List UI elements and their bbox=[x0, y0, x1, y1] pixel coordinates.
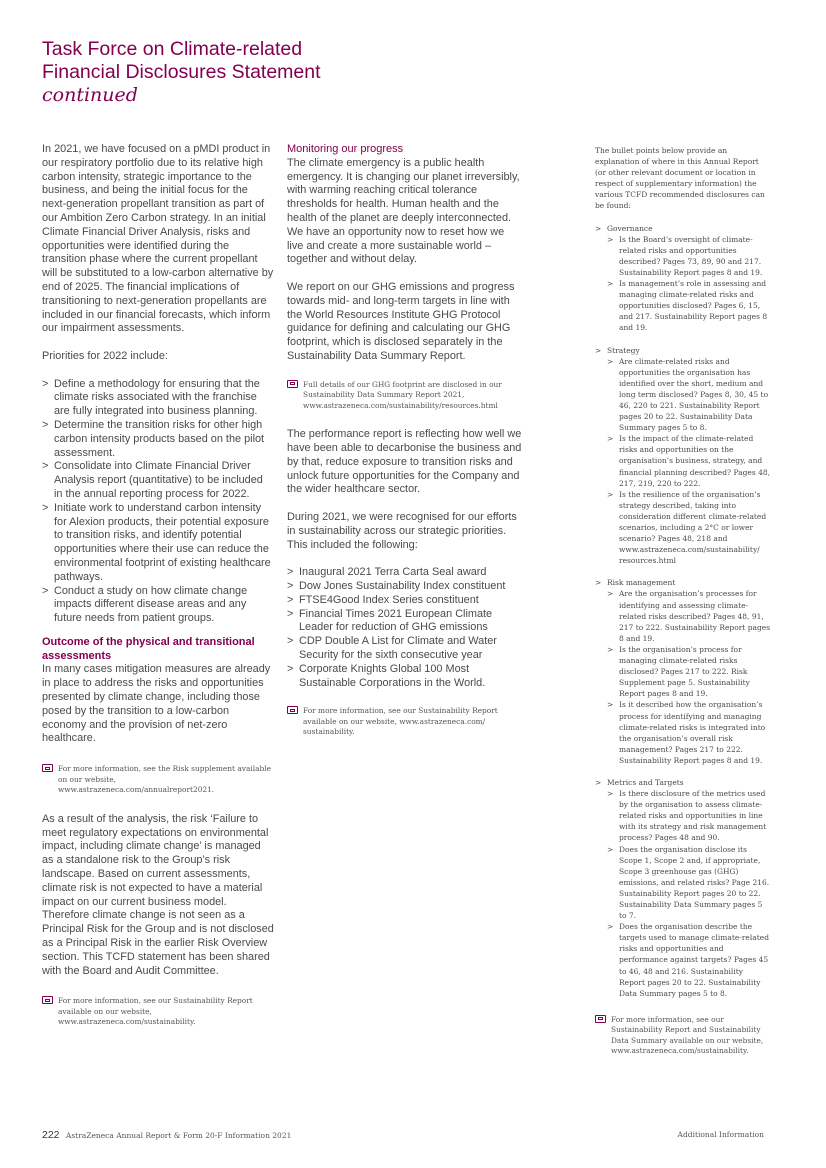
title-continued: continued bbox=[42, 84, 138, 106]
col2-para-4: During 2021, we were recognised for our efforts in sustainability across our strategic priorities. This included the following: bbox=[287, 511, 517, 551]
col2-para-2: We report on our GHG emissions and progress towards mid- and long-term targets in line with the World Resources Institute GHG Protocol guidance for defining and calculating our GHG footprint, which is disclosed separately in the Sustainability Data Summary Report. bbox=[287, 280, 515, 362]
section-metrics-targets: > Metrics and Targets bbox=[595, 777, 771, 788]
title-line-1: Task Force on Climate-related bbox=[42, 38, 303, 60]
column-right bbox=[595, 145, 771, 1057]
col3-intro: The bullet points below provide an explanation of where in this Annual Report (or other relevant document or location in respect of supplementary information) the various TCFD recommended disclosures can be found: bbox=[595, 146, 765, 211]
section-governance: > Governance bbox=[595, 223, 771, 234]
page-title bbox=[42, 38, 321, 107]
document-name: AstraZeneca Annual Report & Form 20-F Information 2021 bbox=[65, 1131, 292, 1140]
list-item: > Are climate-related risks and opportunities the organisation has identified over the short, medium and long term disclosed? Pages 8, 30, 45 to 46, 220 to 221. Sustainability Report pages 20 to 22. Sustainability Data Summary pages 5 to 8. bbox=[607, 356, 771, 434]
governance-list bbox=[595, 234, 771, 334]
list-item: > Is the impact of the climate-related risks and opportunities on the organisation’s business, strategy, and financial planning described? Pages 48, 217, 219, 220 to 222. bbox=[607, 433, 771, 488]
list-item: > CDP Double A List for Climate and Water Security for the sixth consecutive year bbox=[287, 635, 523, 663]
section-strategy: > Strategy bbox=[595, 345, 771, 356]
monitoring-heading: Monitoring our progress bbox=[287, 143, 404, 155]
sustainability-data-note bbox=[595, 1015, 771, 1057]
outcome-heading: Outcome of the physical and transitional assessments bbox=[42, 635, 255, 662]
col2-para-3: The performance report is reflecting how well we have been able to decarbonise the business and by that, reduce exposure to transition risks and unlock future opportunities for the Company and the wider healthcare sector. bbox=[287, 428, 522, 496]
title-line-2: Financial Disclosures Statement bbox=[42, 61, 321, 83]
list-item: > Financial Times 2021 European Climate Leader for reduction of GHG emissions bbox=[287, 608, 523, 636]
ghg-footprint-note bbox=[287, 380, 523, 412]
col1-para-1: In 2021, we have focused on a pMDI product in our respiratory portfolio due to its relative high carbon intensity, strategic importance to the business, and being the initial focus for the next-generation propellant transition as part of our Ambition Zero Carbon strategy. In an initial Climate Financial Driver Analysis, risks and opportunities were identified during the transition phase where the current propellant will be substituted to a low-carbon alternative by end of 2025. The financial implications of transitioning to next-generation propellants are included in our financial forecasts, which inform our impairment assessments. bbox=[42, 143, 274, 335]
priorities-list bbox=[42, 378, 274, 626]
list-item: > Corporate Knights Global 100 Most Sustainable Corporations in the World. bbox=[287, 663, 523, 691]
sustainability-report-note bbox=[42, 996, 274, 1028]
note-text: Full details of our GHG footprint are disclosed in our Sustainability Data Summary Report 2021, www.astrazeneca.com/sustainability/resources.html bbox=[303, 379, 502, 410]
page-footer bbox=[42, 1129, 764, 1141]
recognition-list bbox=[287, 566, 523, 690]
document-icon bbox=[595, 1015, 606, 1023]
document-icon bbox=[42, 996, 53, 1004]
col2-para-1: The climate emergency is a public health emergency. It is changing our planet irreversibly, with warming reaching critical tolerance thresholds for health. Human health and the health of the planet are deeply interconnected. We have an opportunity now to reset how we live and create a more sustainable world – together and without delay. bbox=[287, 156, 520, 266]
list-item: > Define a methodology for ensuring that the climate risks associated with the franchise are fully integrated into business planning. bbox=[42, 378, 274, 419]
section-risk-management: > Risk management bbox=[595, 577, 771, 588]
note-text: For more information, see our Sustainability Report and Sustainability Data Summary available on our website, www.astrazeneca.com/sustainability. bbox=[611, 1014, 764, 1056]
note-text: For more information, see the Risk supplement available on our website, www.astrazeneca.com/annualreport2021. bbox=[58, 764, 271, 795]
list-item: > Is there disclosure of the metrics used by the organisation to assess climate-related risks and opportunities in line with its strategy and risk management process? Pages 48 and 90. bbox=[607, 788, 771, 843]
document-icon bbox=[42, 764, 53, 772]
list-item: > Is management’s role in assessing and managing climate-related risks and opportunities disclosed? Pages 6, 15, and 217. Sustainability Report pages 8 and 19. bbox=[607, 278, 771, 333]
section-name: Additional Information bbox=[677, 1130, 764, 1139]
col1-para-3: In many cases mitigation measures are already in place to address the risks and opportunities presented by climate change, including those posed by the transition to a low-carbon economy and the provision of net-zero healthcare. bbox=[42, 663, 271, 745]
list-item: > FTSE4Good Index Series constituent bbox=[287, 594, 523, 608]
list-item: > Is the organisation’s process for managing climate-related risks disclosed? Pages 217 to 222. Risk Supplement page 5. Sustainability Report pages 8 and 19. bbox=[607, 644, 771, 699]
col1-para-2: Priorities for 2022 include: bbox=[42, 349, 168, 362]
list-item: > Consolidate into Climate Financial Driver Analysis report (quantitative) to be included in the annual reporting process for 2022. bbox=[42, 460, 274, 501]
list-item: > Is the Board’s oversight of climate-related risks and opportunities described? Pages 73, 89, 90 and 217. Sustainability Report pages 8 and 19. bbox=[607, 234, 771, 278]
list-item: > Determine the transition risks for other high carbon intensity products based on the pilot assessment. bbox=[42, 419, 274, 460]
document-icon bbox=[287, 380, 298, 388]
list-item: > Is it described how the organisation’s process for identifying and managing climate-related risks is integrated into the organisation’s overall risk management? Pages 217 to 222. Sustainability Report pages 8 and 19. bbox=[607, 699, 771, 766]
list-item: > Does the organisation describe the targets used to manage climate-related risks and opportunities and performance against targets? Pages 45 to 46, 48 and 216. Sustainability Report pages 20 to 22. Sustainability Data Summary pages 5 to 8. bbox=[607, 921, 771, 999]
list-item: > Does the organisation disclose its Scope 1, Scope 2 and, if appropriate, Scope 3 greenhouse gas (GHG) emissions, and related risks? Page 216. Sustainability Report pages 20 to 22. Sustainability Data Summary pages 5 to 7. bbox=[607, 844, 771, 922]
metrics-targets-list bbox=[595, 788, 771, 999]
list-item: > Inaugural 2021 Terra Carta Seal award bbox=[287, 566, 523, 580]
list-item: > Initiate work to understand carbon intensity for Alexion products, their potential exposure to transition risks, and identify potential opportunities where their use can reduce the environmental footprint of existing healthcare pathways. bbox=[42, 502, 274, 585]
column-middle bbox=[287, 143, 523, 738]
col1-para-4: As a result of the analysis, the risk ‘Failure to meet regulatory expectations on environmental impact, including climate change’ is managed as a standalone risk to the Group’s risk landscape. Based on current assessments, climate risk is not expected to have a material impact on our current business model. Therefore climate change is not seen as a Principal Risk for the Group and is not disclosed as a Principal Risk in the earlier Risk Overview section. This TCFD statement has been shared with the Board and Audit Committee. bbox=[42, 812, 274, 977]
list-item: > Dow Jones Sustainability Index constituent bbox=[287, 580, 523, 594]
risk-supplement-note bbox=[42, 764, 274, 796]
document-icon bbox=[287, 706, 298, 714]
sustainability-report-note bbox=[287, 706, 523, 738]
list-item: > Is the resilience of the organisation’s strategy described, taking into consideration different climate-related scenarios, including a 2°C or lower scenario? Pages 48, 218 and www.astrazeneca.com/sustainability/ resources.html bbox=[607, 489, 771, 567]
column-left bbox=[42, 143, 274, 1028]
list-item: > Are the organisation’s processes for identifying and assessing climate-related risks described? Pages 48, 91, 217 to 222. Sustainability Report pages 8 and 19. bbox=[607, 588, 771, 643]
strategy-list bbox=[595, 356, 771, 567]
note-text: For more information, see our Sustainability Report available on our website, www.astrazeneca.com/ sustainability. bbox=[303, 706, 498, 737]
page-number: 222 bbox=[42, 1129, 60, 1141]
risk-management-list bbox=[595, 588, 771, 766]
note-text: For more information, see our Sustainability Report available on our website, www.astrazeneca.com/sustainability. bbox=[58, 996, 253, 1027]
list-item: > Conduct a study on how climate change impacts different disease areas and any future needs from patient groups. bbox=[42, 585, 274, 626]
